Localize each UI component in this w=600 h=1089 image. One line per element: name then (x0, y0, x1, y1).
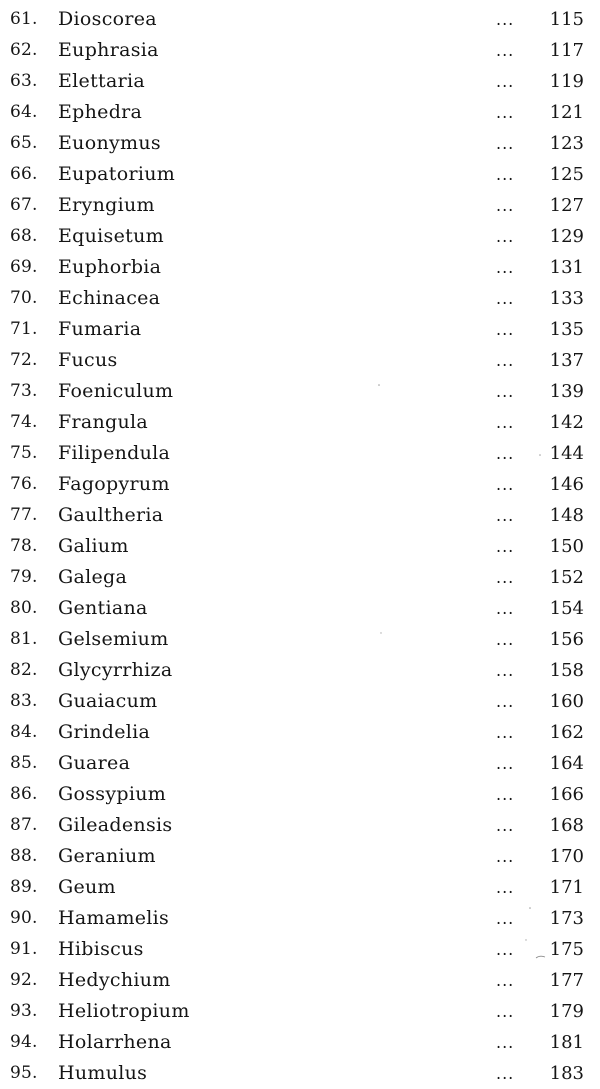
toc-entry (0, 35, 600, 66)
toc-entry (0, 4, 600, 35)
entry-number: 81. (10, 629, 38, 649)
toc-entry (0, 655, 600, 686)
toc-entry (0, 159, 600, 190)
leader-dots: ... (496, 382, 515, 401)
leader-dots: ... (496, 723, 515, 742)
entry-number: 66. (10, 164, 38, 184)
toc-entry (0, 965, 600, 996)
entry-page-number: 123 (549, 133, 584, 154)
entry-page-number: 156 (549, 629, 584, 650)
toc-entry (0, 779, 600, 810)
leader-dots: ... (496, 537, 515, 556)
entry-number: 87. (10, 815, 38, 835)
leader-dots: ... (496, 847, 515, 866)
entry-page-number: 164 (549, 753, 584, 774)
leader-dots: ... (496, 1033, 515, 1052)
entry-page-number: 139 (549, 381, 584, 402)
entry-number: 94. (10, 1032, 38, 1052)
entry-title: Eryngium (58, 194, 155, 216)
toc-entry (0, 500, 600, 531)
entry-page-number: 146 (549, 474, 584, 495)
entry-number: 68. (10, 226, 38, 246)
leader-dots: ... (496, 165, 515, 184)
leader-dots: ... (496, 599, 515, 618)
toc-entry (0, 221, 600, 252)
entry-page-number: 148 (549, 505, 584, 526)
leader-dots: ... (496, 878, 515, 897)
entry-title: Holarrhena (58, 1031, 172, 1053)
leader-dots: ... (496, 816, 515, 835)
entry-number: 73. (10, 381, 38, 401)
entry-page-number: 150 (549, 536, 584, 557)
entry-title: Equisetum (58, 225, 164, 247)
leader-dots: ... (496, 1064, 515, 1083)
entry-number: 80. (10, 598, 38, 618)
leader-dots: ... (496, 506, 515, 525)
entry-page-number: 168 (549, 815, 584, 836)
entry-number: 64. (10, 102, 38, 122)
toc-entry (0, 438, 600, 469)
entry-title: Dioscorea (58, 8, 157, 30)
toc-entry (0, 345, 600, 376)
toc-entry (0, 1058, 600, 1089)
leader-dots: ... (496, 103, 515, 122)
leader-dots: ... (496, 940, 515, 959)
entry-title: Elettaria (58, 70, 145, 92)
entry-number: 75. (10, 443, 38, 463)
entry-title: Euphrasia (58, 39, 159, 61)
toc-entry (0, 686, 600, 717)
entry-number: 89. (10, 877, 38, 897)
entry-page-number: 119 (549, 71, 584, 92)
entry-title: Gileadensis (58, 814, 173, 836)
entry-page-number: 160 (549, 691, 584, 712)
entry-title: Fagopyrum (58, 473, 170, 495)
entry-title: Humulus (58, 1062, 148, 1084)
entry-number: 88. (10, 846, 38, 866)
entry-number: 76. (10, 474, 38, 494)
entry-page-number: 125 (549, 164, 584, 185)
leader-dots: ... (496, 475, 515, 494)
entry-number: 67. (10, 195, 38, 215)
entry-title: Glycyrrhiza (58, 659, 173, 681)
entry-number: 93. (10, 1001, 38, 1021)
entry-number: 86. (10, 784, 38, 804)
entry-number: 77. (10, 505, 38, 525)
toc-entry (0, 624, 600, 655)
entry-number: 95. (10, 1063, 38, 1083)
entry-page-number: 129 (549, 226, 584, 247)
entry-number: 70. (10, 288, 38, 308)
entry-page-number: 173 (549, 908, 584, 929)
entry-page-number: 181 (549, 1032, 584, 1053)
entry-title: Guarea (58, 752, 131, 774)
entry-page-number: 115 (549, 9, 584, 30)
toc-entry (0, 810, 600, 841)
entry-number: 82. (10, 660, 38, 680)
leader-dots: ... (496, 754, 515, 773)
leader-dots: ... (496, 568, 515, 587)
entry-number: 85. (10, 753, 38, 773)
entry-number: 63. (10, 71, 38, 91)
entry-number: 83. (10, 691, 38, 711)
leader-dots: ... (496, 10, 515, 29)
entry-title: Gelsemium (58, 628, 169, 650)
toc-entry (0, 748, 600, 779)
entry-title: Hamamelis (58, 907, 170, 929)
entry-page-number: 142 (549, 412, 584, 433)
leader-dots: ... (496, 196, 515, 215)
entry-number: 71. (10, 319, 38, 339)
leader-dots: ... (496, 692, 515, 711)
entry-title: Hibiscus (58, 938, 144, 960)
entry-title: Fumaria (58, 318, 142, 340)
entry-page-number: 127 (549, 195, 584, 216)
entry-number: 72. (10, 350, 38, 370)
entry-page-number: 121 (549, 102, 584, 123)
entry-page-number: 135 (549, 319, 584, 340)
entry-number: 78. (10, 536, 38, 556)
leader-dots: ... (496, 258, 515, 277)
toc-entry (0, 97, 600, 128)
entry-title: Galium (58, 535, 129, 557)
entry-title: Hedychium (58, 969, 171, 991)
leader-dots: ... (496, 630, 515, 649)
entry-page-number: 170 (549, 846, 584, 867)
toc-entry (0, 934, 600, 965)
leader-dots: ... (496, 1002, 515, 1021)
entry-title: Fucus (58, 349, 118, 371)
entry-number: 65. (10, 133, 38, 153)
leader-dots: ... (496, 909, 515, 928)
toc-entry (0, 190, 600, 221)
leader-dots: ... (496, 971, 515, 990)
entry-title: Foeniculum (58, 380, 174, 402)
leader-dots: ... (496, 320, 515, 339)
entry-number: 91. (10, 939, 38, 959)
entry-number: 74. (10, 412, 38, 432)
leader-dots: ... (496, 413, 515, 432)
toc-entry (0, 717, 600, 748)
toc-entry (0, 376, 600, 407)
entry-page-number: 171 (549, 877, 584, 898)
entry-number: 61. (10, 9, 38, 29)
entry-number: 84. (10, 722, 38, 742)
entry-number: 92. (10, 970, 38, 990)
entry-page-number: 183 (549, 1063, 584, 1084)
entry-title: Gentiana (58, 597, 148, 619)
entry-number: 90. (10, 908, 38, 928)
toc-entry (0, 407, 600, 438)
entry-title: Galega (58, 566, 128, 588)
leader-dots: ... (496, 785, 515, 804)
toc-entry (0, 283, 600, 314)
entry-title: Heliotropium (58, 1000, 190, 1022)
toc-entry (0, 1027, 600, 1058)
entry-page-number: 131 (549, 257, 584, 278)
entry-number: 79. (10, 567, 38, 587)
entry-page-number: 175 (549, 939, 584, 960)
leader-dots: ... (496, 72, 515, 91)
entry-page-number: 177 (549, 970, 584, 991)
leader-dots: ... (496, 134, 515, 153)
toc-entry (0, 841, 600, 872)
leader-dots: ... (496, 227, 515, 246)
entry-title: Gossypium (58, 783, 167, 805)
entry-number: 62. (10, 40, 38, 60)
entry-title: Grindelia (58, 721, 151, 743)
leader-dots: ... (496, 661, 515, 680)
leader-dots: ... (496, 444, 515, 463)
toc-entry (0, 128, 600, 159)
entry-title: Eupatorium (58, 163, 176, 185)
entry-title: Filipendula (58, 442, 171, 464)
toc-entry (0, 872, 600, 903)
entry-page-number: 162 (549, 722, 584, 743)
toc-entry (0, 903, 600, 934)
leader-dots: ... (496, 289, 515, 308)
entry-number: 69. (10, 257, 38, 277)
toc-list (0, 4, 600, 1089)
entry-page-number: 158 (549, 660, 584, 681)
entry-page-number: 166 (549, 784, 584, 805)
entry-page-number: 133 (549, 288, 584, 309)
entry-page-number: 137 (549, 350, 584, 371)
toc-entry (0, 314, 600, 345)
entry-title: Euphorbia (58, 256, 162, 278)
toc-entry (0, 593, 600, 624)
entry-page-number: 117 (549, 40, 584, 61)
toc-entry (0, 469, 600, 500)
entry-title: Gaultheria (58, 504, 164, 526)
entry-title: Geranium (58, 845, 156, 867)
entry-page-number: 154 (549, 598, 584, 619)
toc-entry (0, 562, 600, 593)
leader-dots: ... (496, 351, 515, 370)
toc-entry (0, 531, 600, 562)
toc-entry (0, 252, 600, 283)
entry-title: Geum (58, 876, 116, 898)
entry-title: Echinacea (58, 287, 161, 309)
entry-page-number: 152 (549, 567, 584, 588)
entry-title: Guaiacum (58, 690, 158, 712)
leader-dots: ... (496, 41, 515, 60)
entry-page-number: 179 (549, 1001, 584, 1022)
toc-entry (0, 996, 600, 1027)
entry-title: Euonymus (58, 132, 161, 154)
entry-page-number: 144 (549, 443, 584, 464)
entry-title: Ephedra (58, 101, 143, 123)
toc-entry (0, 66, 600, 97)
entry-title: Frangula (58, 411, 149, 433)
